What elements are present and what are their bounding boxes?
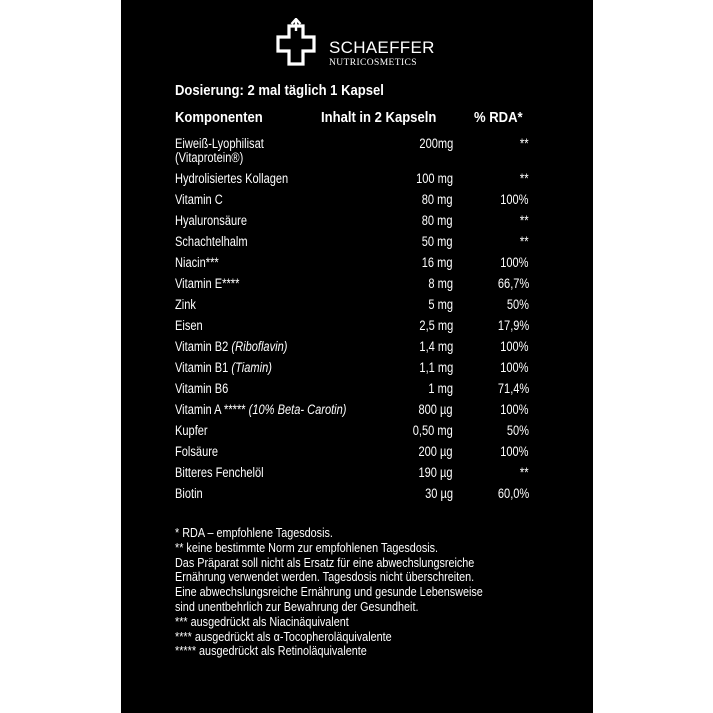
rda-cell: 60,0% xyxy=(497,486,529,501)
footnote-line: Ernährung verwendet werden. Tagesdosis nicht überschreiten. xyxy=(175,569,475,585)
footnote-line: ** keine bestimmte Norm zur empfohlenen Tagesdosis. xyxy=(175,539,439,555)
footnote-line: Das Präparat soll nicht als Ersatz für eine abwechslungsreiche xyxy=(175,554,475,570)
rda-cell: ** xyxy=(520,171,529,186)
amount-cell: 2,5 mg xyxy=(419,318,453,333)
rda-cell: 100% xyxy=(500,192,529,207)
component-name xyxy=(175,193,223,207)
rda-cell: 100% xyxy=(500,255,529,270)
component-label: Vitamin A ***** xyxy=(175,402,246,417)
footnote-line: * RDA – empfohlene Tagesdosis. xyxy=(175,525,333,540)
amount-cell: 200mg xyxy=(419,136,453,151)
component-label: Eiweiß-Lyophilisat xyxy=(175,136,264,151)
table-row xyxy=(121,402,593,423)
component-name xyxy=(175,361,272,375)
component-label: Schachtelhalm xyxy=(175,234,248,249)
table-row xyxy=(121,465,593,486)
header-amount: Inhalt in 2 Kapseln xyxy=(321,110,437,126)
component-label: Vitamin B6 xyxy=(175,381,229,396)
table-row xyxy=(121,339,593,360)
component-name xyxy=(175,298,196,312)
footnote-line: **** ausgedrückt als α-Tocopheroläquivalente xyxy=(175,628,392,644)
amount-cell: 190 µg xyxy=(418,465,453,480)
table-row xyxy=(121,255,593,276)
rda-cell: 50% xyxy=(506,297,529,312)
nutrient-table xyxy=(121,136,593,507)
amount-cell: 16 mg xyxy=(422,255,453,270)
amount-cell: 800 µg xyxy=(418,402,453,417)
cross-arrow-logo-icon xyxy=(272,18,320,72)
component-name xyxy=(175,403,346,417)
rda-cell: 100% xyxy=(500,444,529,459)
footnote-line: *** ausgedrückt als Niacinäquivalent xyxy=(175,613,349,629)
component-label: Biotin xyxy=(175,486,203,501)
amount-cell: 80 mg xyxy=(422,192,453,207)
component-label: Eisen xyxy=(175,318,203,333)
brand-subtitle: NUTRICOSMETICS xyxy=(329,58,417,68)
rda-cell: ** xyxy=(520,213,529,228)
component-label: Zink xyxy=(175,297,196,312)
rda-cell: 50% xyxy=(506,423,529,438)
table-row xyxy=(121,318,593,339)
component-name xyxy=(175,487,203,501)
dosage-instruction: Dosierung: 2 mal täglich 1 Kapsel xyxy=(175,83,384,99)
component-label: Folsäure xyxy=(175,444,219,459)
component-name xyxy=(175,235,248,249)
component-subname: (Vitaprotein®) xyxy=(175,150,244,165)
rda-cell: 17,9% xyxy=(497,318,529,333)
rda-cell: ** xyxy=(520,136,529,151)
footnote-line: sind unentbehrlich zur Bewahrung der Gesundheit. xyxy=(175,598,419,614)
supplement-label xyxy=(121,0,593,713)
component-label: Kupfer xyxy=(175,423,208,438)
amount-cell: 1 mg xyxy=(428,381,453,396)
component-name xyxy=(175,466,264,480)
rda-cell: 100% xyxy=(500,402,529,417)
component-name xyxy=(175,382,228,396)
table-row xyxy=(121,192,593,213)
amount-cell: 50 mg xyxy=(422,234,453,249)
component-note: (10% Beta- Carotin) xyxy=(248,402,347,417)
amount-cell: 0,50 mg xyxy=(412,423,453,438)
component-label: Vitamin C xyxy=(175,192,223,207)
component-label: Vitamin B1 xyxy=(175,360,229,375)
component-note: (Riboflavin) xyxy=(231,339,288,354)
amount-cell: 100 mg xyxy=(416,171,453,186)
component-label: Vitamin B2 xyxy=(175,339,229,354)
component-name xyxy=(175,445,218,459)
component-note: (Tiamin) xyxy=(231,360,272,375)
component-name xyxy=(175,277,239,291)
table-row xyxy=(121,234,593,255)
amount-cell: 1,1 mg xyxy=(419,360,453,375)
table-row xyxy=(121,360,593,381)
table-row xyxy=(121,381,593,402)
rda-cell: ** xyxy=(520,465,529,480)
amount-cell: 30 µg xyxy=(425,486,453,501)
component-label: Hyaluronsäure xyxy=(175,213,247,228)
amount-cell: 80 mg xyxy=(422,213,453,228)
component-label: Hydrolisiertes Kollagen xyxy=(175,171,289,186)
table-row xyxy=(121,171,593,192)
component-label: Niacin*** xyxy=(175,255,219,270)
rda-cell: 71,4% xyxy=(497,381,529,396)
rda-cell: 66,7% xyxy=(497,276,529,291)
brand-name: SCHAEFFER xyxy=(329,38,435,57)
table-row xyxy=(121,213,593,234)
component-name xyxy=(175,172,288,186)
table-row xyxy=(121,444,593,465)
amount-cell: 200 µg xyxy=(418,444,453,459)
component-label: Bitteres Fenchelöl xyxy=(175,465,264,480)
component-name xyxy=(175,424,208,438)
table-row xyxy=(121,136,593,171)
footnotes xyxy=(175,526,550,659)
component-name xyxy=(175,137,264,165)
component-name xyxy=(175,214,247,228)
footnote-line: Eine abwechslungsreiche Ernährung und gesunde Lebensweise xyxy=(175,584,483,600)
amount-cell: 1,4 mg xyxy=(419,339,453,354)
component-name xyxy=(175,340,287,354)
table-row xyxy=(121,276,593,297)
table-row xyxy=(121,297,593,318)
rda-cell: ** xyxy=(520,234,529,249)
table-row xyxy=(121,423,593,444)
rda-cell: 100% xyxy=(500,360,529,375)
component-name xyxy=(175,256,219,270)
table-row xyxy=(121,486,593,507)
rda-cell: 100% xyxy=(500,339,529,354)
amount-cell: 5 mg xyxy=(428,297,453,312)
amount-cell: 8 mg xyxy=(428,276,453,291)
header-components: Komponenten xyxy=(175,110,263,126)
component-label: Vitamin E**** xyxy=(175,276,240,291)
header-rda: % RDA* xyxy=(474,110,523,126)
footnote-line: ***** ausgedrückt als Retinoläquivalente xyxy=(175,643,367,659)
component-name xyxy=(175,319,203,333)
